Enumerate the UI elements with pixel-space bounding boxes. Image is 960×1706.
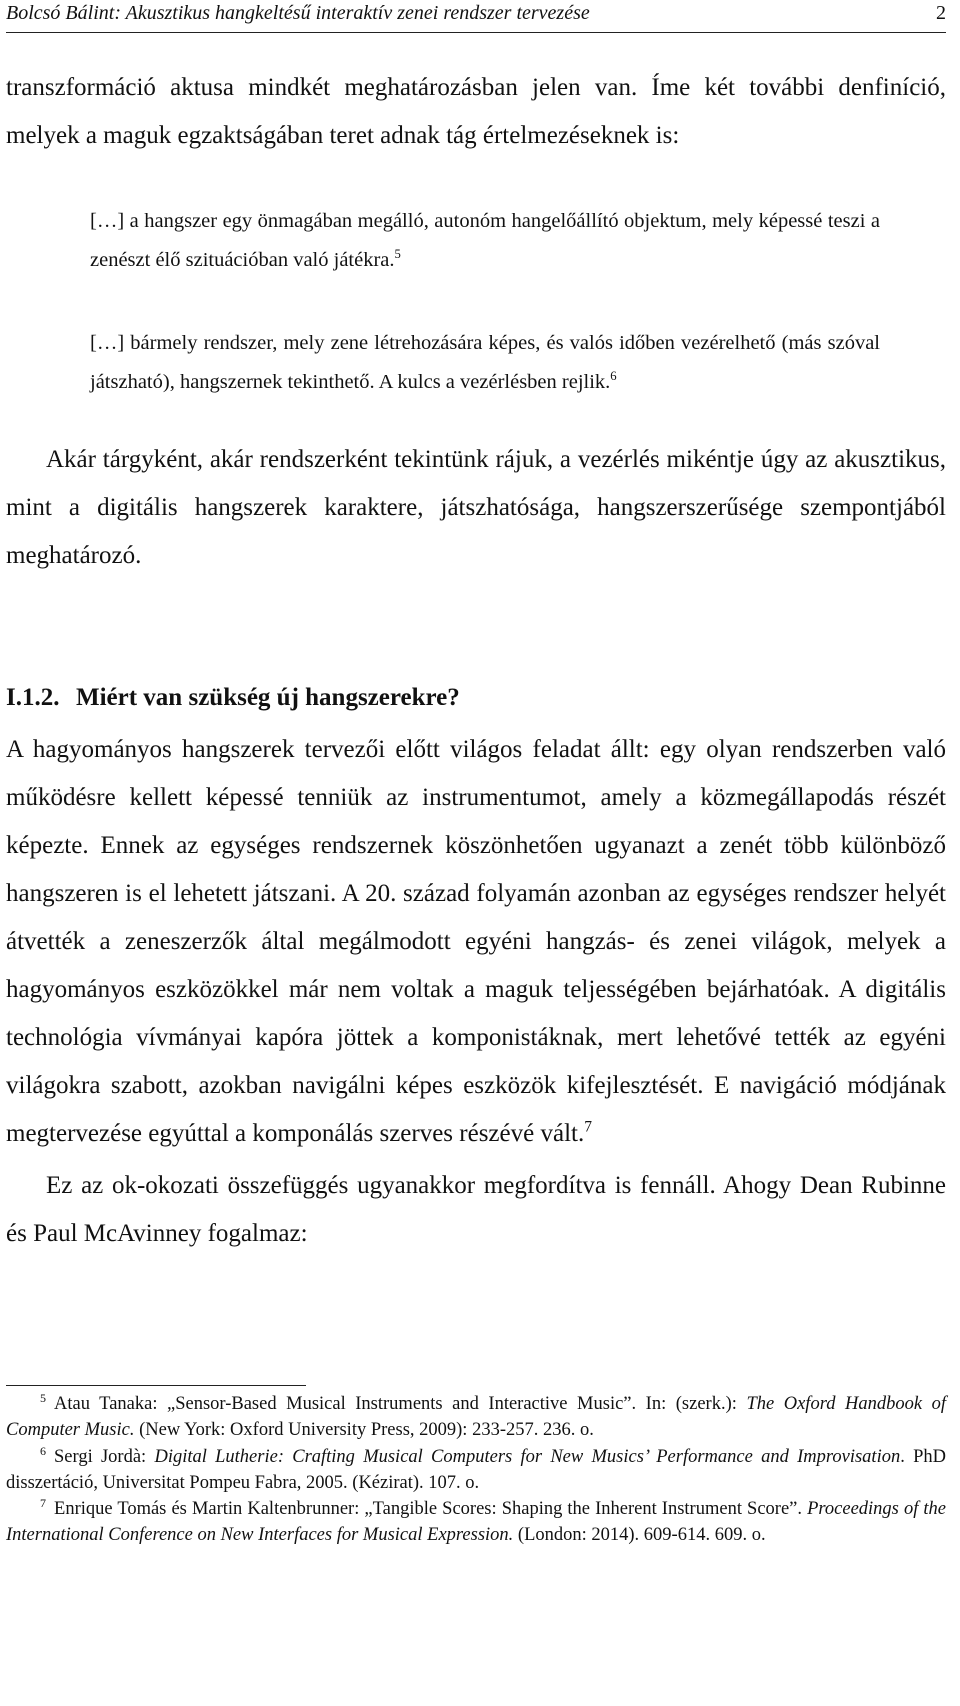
header-title: Bolcsó Bálint: Akusztikus hangkeltésű interaktív zenei rendszer tervezése — [6, 2, 590, 24]
quote-1-text: […] a hangszer egy önmagában megálló, autonóm hangelőállító objektum, mely képessé teszi a zenészt élő szituációban való játékra. — [90, 210, 880, 271]
footnote-7-source: Proceedings of the International Conference on New Interfaces for Musical Expression. — [6, 1499, 947, 1545]
footnote-rule — [6, 1385, 306, 1386]
footnote-ref-5[interactable]: 5 — [394, 247, 401, 262]
footnote-5-source: The Oxford Handbook of Computer Music. — [6, 1394, 946, 1440]
footnote-7-mark: 7 — [40, 1495, 47, 1510]
intro-text: transzformáció aktusa mindkét meghatározásban jelen van. Íme két további denfiníció, melyek a maguk egzaktságában teret adnak tág értelmezéseknek is: — [6, 74, 946, 149]
causal-paragraph — [6, 1162, 946, 1258]
footnote-6-source: Digital Lutherie: Crafting Musical Computers for New Musics’ Performance and Improvisation — [154, 1447, 901, 1467]
section-title: Miért van szükség új hangszerekre? — [76, 684, 460, 711]
footnote-5-text: Atau Tanaka: „Sensor-Based Musical Instruments and Interactive Music”. In: (szerk.): — [54, 1394, 747, 1414]
quote-2-text: […] bármely rendszer, mely zene létrehozására képes, és valós időben vezérelhető (más szóval játszható), hangszernek tekinthető. A kulcs a vezérlésben rejlik. — [90, 332, 880, 393]
footnote-6-mark: 6 — [40, 1443, 47, 1458]
footnote-7-text: Enrique Tomás és Martin Kaltenbrunner: „Tangible Scores: Shaping the Inherent Instrument Score”. — [54, 1499, 808, 1519]
footnote-ref-6[interactable]: 6 — [610, 369, 617, 384]
footnote-5-pub: (New York: Oxford University Press, 2009): 233-257. 236. o. — [134, 1419, 594, 1440]
footnote-7-pub: (London: 2014). 609-614. 609. o. — [513, 1524, 766, 1545]
block-quote-1 — [90, 202, 880, 280]
intro-paragraph — [6, 64, 946, 160]
control-paragraph — [6, 436, 946, 580]
causal-text: Ez az ok-okozati összefüggés ugyanakkor megfordítva is fennáll. Ahogy Dean Rubinne és Paul McAvinney fogalmaz: — [6, 1172, 946, 1247]
section-heading — [6, 682, 460, 714]
running-header — [6, 0, 946, 30]
control-text: Akár tárgyként, akár rendszerként tekintünk rájuk, a vezérlés mikéntje úgy az akusztikus, mint a digitális hangszerek karaktere, játszhatósága, hangszerszerűsége szempontjából meghatározó. — [6, 446, 946, 569]
page-number: 2 — [936, 2, 946, 24]
block-quote-2 — [90, 324, 880, 402]
footnote-6-pub: . PhD disszertáció, Universitat Pompeu Fabra, 2005. (Kézirat). 107. o. — [6, 1447, 946, 1493]
footnote-ref-7[interactable]: 7 — [584, 1118, 592, 1136]
header-rule — [6, 32, 946, 33]
footnote-6-text: Sergi Jordà: — [54, 1447, 155, 1467]
section-number: I.1.2. — [6, 684, 60, 711]
footnote-7 — [6, 1497, 946, 1548]
footnote-5-mark: 5 — [40, 1390, 47, 1405]
traditional-paragraph — [6, 726, 946, 1158]
footnote-5 — [6, 1392, 946, 1443]
footnote-6 — [6, 1445, 946, 1496]
traditional-text: A hagyományos hangszerek tervezői előtt világos feladat állt: egy olyan rendszerben való működésre kellett képessé tenniük az instrumentumot, amely a közmegállapodás részét képezte. Ennek az egységes rendszernek köszönhetően ugyanazt a zenét több különböző hangszeren is el lehetett játszani. A 20. század folyamán azonban az egységes rendszer helyét átvették a zeneszerzők által megálmodott egyéni hangzás- és zenei világok, melyek a hagyományos eszközökkel már nem voltak a maguk teljességében bejárhatóak. A digitális technológia vívmányai kapóra jöttek a komponistáknak, mert lehetővé tették az egyéni világokra szabott, azokban navigálni képes eszközök kifejlesztését. E navigáció módjának megtervezése egyúttal a komponálás szerves részévé vált. — [6, 736, 946, 1147]
